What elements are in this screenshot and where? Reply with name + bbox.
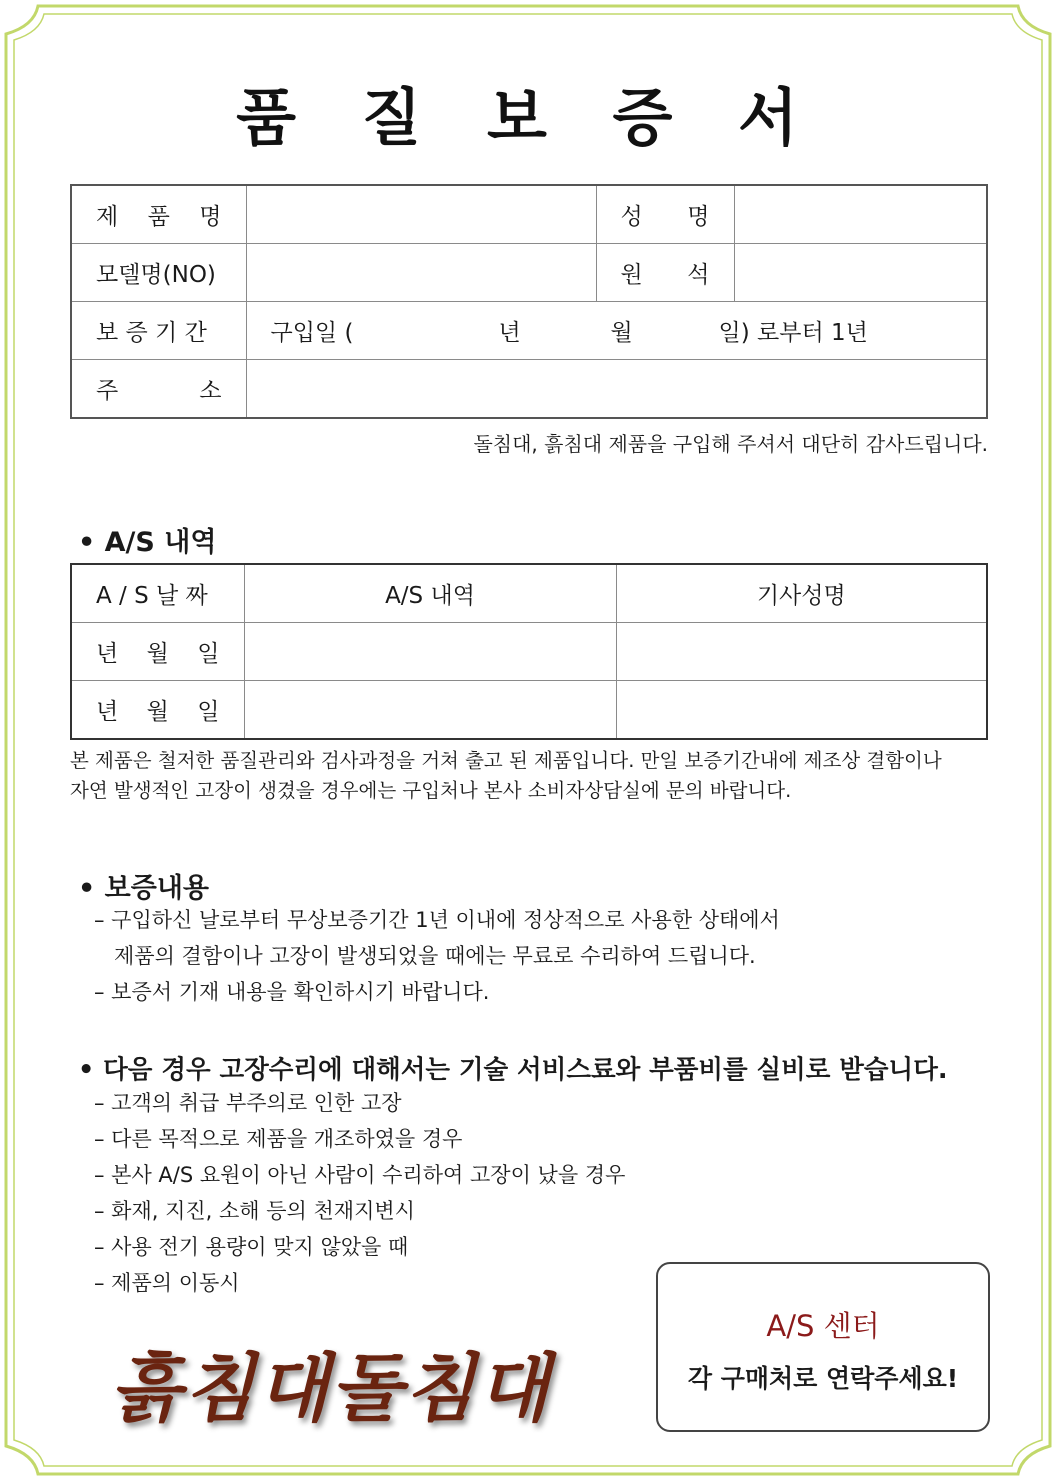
origin-stone-label: 원 석 — [596, 244, 734, 302]
list-item: – 사용 전기 용량이 맞지 않았을 때 — [94, 1235, 409, 1259]
as-date-header: A / S 날 짜 — [71, 564, 244, 623]
charge-list — [94, 1085, 625, 1301]
as-content-cell[interactable] — [244, 623, 616, 681]
charge-heading: • 다음 경우 고장수리에 대해서는 기술 서비스료와 부품비를 실비로 받습니다. — [78, 1055, 948, 1085]
product-name-label: 제 품 명 — [71, 185, 246, 244]
as-date-cell[interactable]: 년 월 일 — [71, 681, 244, 740]
brand-logo: 흙침대돌침대 — [110, 1346, 551, 1432]
list-item: – 화재, 지진, 소해 등의 천재지변시 — [94, 1199, 415, 1223]
as-center-box — [656, 1262, 990, 1432]
quality-notice: 본 제품은 철저한 품질관리와 검사과정을 거쳐 출고 된 제품입니다. 만일 보증기간내에 제조상 결함이나 자연 발생적인 고장이 생겼을 경우에는 구입처나 본사 소비자상담실에 문의 바랍니다. — [70, 749, 942, 802]
warranty-period-field[interactable]: 구입일 ( 년 월 일) 로부터 1년 — [246, 302, 987, 360]
model-label: 모델명(NO) — [71, 244, 246, 302]
list-item: – 제품의 이동시 — [94, 1271, 240, 1295]
customer-name-field[interactable] — [734, 185, 987, 244]
address-field[interactable] — [246, 360, 987, 419]
customer-name-label: 성 명 — [596, 185, 734, 244]
list-item: 제품의 결함이나 고장이 발생되었을 때에는 무료로 수리하여 드립니다. — [94, 944, 756, 968]
page-title: 품 질 보 증 서 — [236, 81, 820, 154]
list-item: – 보증서 기재 내용을 확인하시기 바랍니다. — [94, 980, 490, 1004]
warranty-period-label: 보 증 기 간 — [71, 302, 246, 360]
as-history-table — [70, 563, 988, 740]
list-item: – 다른 목적으로 제품을 개조하였을 경우 — [94, 1127, 463, 1151]
technician-cell[interactable] — [616, 681, 987, 740]
product-info-table — [70, 184, 988, 419]
list-item: – 구입하신 날로부터 무상보증기간 1년 이내에 정상적으로 사용한 상태에서 — [94, 908, 780, 932]
as-date-cell[interactable]: 년 월 일 — [71, 623, 244, 681]
warranty-list — [94, 902, 780, 1010]
list-item: – 본사 A/S 요원이 아닌 사람이 수리하여 고장이 났을 경우 — [94, 1163, 626, 1187]
model-field[interactable] — [246, 244, 596, 302]
list-item: – 고객의 취급 부주의로 인한 고장 — [94, 1091, 402, 1115]
technician-header: 기사성명 — [616, 564, 987, 623]
thanks-message: 돌침대, 흙침대 제품을 구입해 주셔서 대단히 감사드립니다. — [473, 432, 988, 456]
as-center-title: A/S 센터 — [766, 1309, 880, 1343]
technician-cell[interactable] — [616, 623, 987, 681]
origin-stone-field[interactable] — [734, 244, 987, 302]
as-content-cell[interactable] — [244, 681, 616, 740]
address-label: 주 소 — [71, 360, 246, 419]
as-center-subtitle: 각 구매처로 연락주세요! — [687, 1364, 959, 1393]
as-content-header: A/S 내역 — [244, 564, 616, 623]
as-history-heading: • A/S 내역 — [78, 527, 217, 558]
product-name-field[interactable] — [246, 185, 596, 244]
warranty-heading: • 보증내용 — [78, 873, 209, 904]
